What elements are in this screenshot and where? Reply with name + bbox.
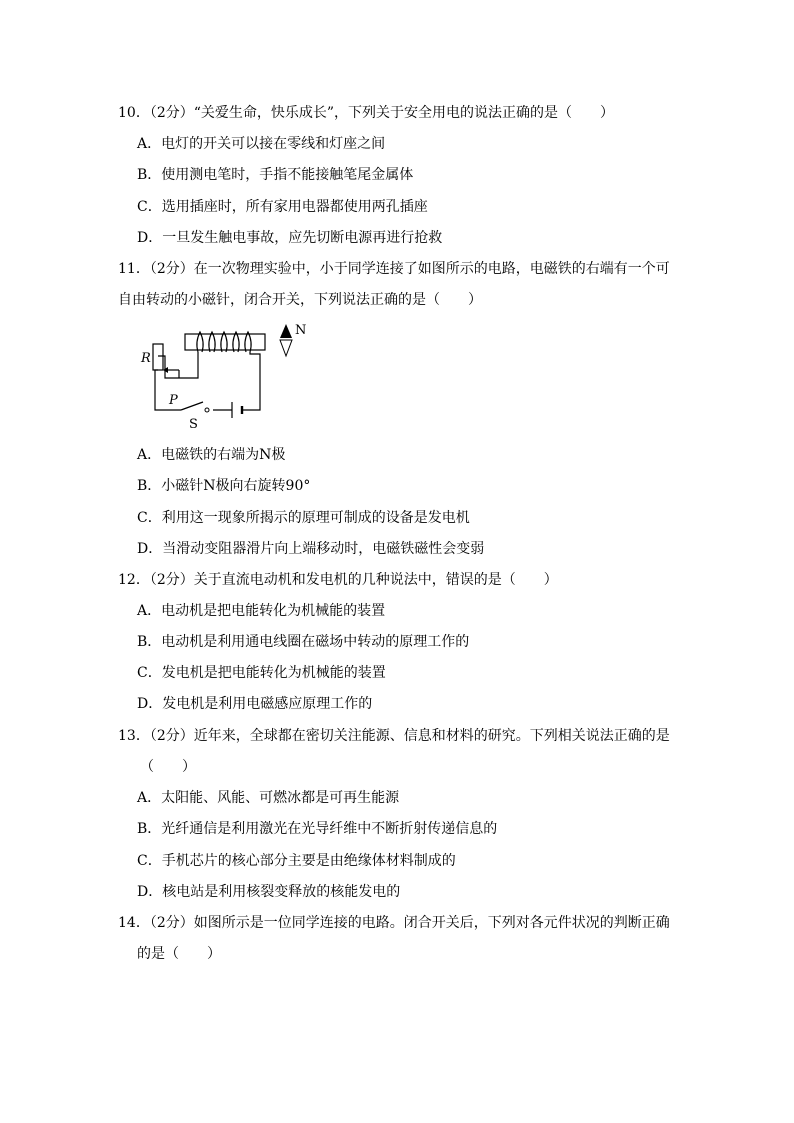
question-13-stem-line-2: （ ） (140, 759, 196, 775)
electromagnet-coil (197, 332, 251, 352)
question-10-option-a: A．电灯的开关可以接在零线和灯座之间 (137, 136, 386, 152)
question-12-option-a: A．电动机是把电能转化为机械能的装置 (137, 603, 386, 619)
rheostat (153, 344, 163, 370)
question-13-option-b: B．光纤通信是利用激光在光导纤维中不断折射传递信息的 (137, 821, 498, 837)
question-12-stem: 12．（2分）关于直流电动机和发电机的几种说法中，错误的是（ ） (118, 572, 558, 588)
question-12-option-d: D．发电机是利用电磁感应原理工作的 (137, 696, 373, 712)
question-11-option-c: C．利用这一现象所揭示的原理可制成的设备是发电机 (137, 510, 470, 526)
question-11-option-a: A．电磁铁的右端为N极 (137, 447, 286, 463)
question-11-option-b: B．小磁针N极向右旋转90° (137, 478, 311, 494)
compass-needle-north (280, 324, 292, 338)
question-11-option-d: D．当滑动变阻器滑片向上端移动时，电磁铁磁性会变弱 (137, 541, 485, 557)
electromagnet-circuit-diagram (135, 318, 335, 438)
question-12-option-c: C．发电机是把电能转化为机械能的装置 (137, 665, 386, 681)
switch-blade (181, 402, 203, 410)
question-14-stem-line-2: 的是（ ） (137, 946, 221, 962)
label-s: S (189, 417, 198, 432)
question-10-stem: 10．（2分）“关爱生命，快乐成长”，下列关于安全用电的说法正确的是（ ） (118, 105, 615, 121)
compass-needle-south (280, 340, 292, 356)
question-13-option-a: A．太阳能、风能、可燃冰都是可再生能源 (137, 790, 400, 806)
question-11-stem-line-2: 自由转动的小磁针，闭合开关，下列说法正确的是（ ） (118, 292, 482, 308)
label-p: P (169, 393, 178, 408)
question-13-option-d: D．核电站是利用核裂变释放的核能发电的 (137, 884, 401, 900)
question-13-stem-line-1: 13．（2分）近年来，全球都在密切关注能源、信息和材料的研究。下列相关说法正确的是 (118, 728, 670, 744)
question-14-stem-line-1: 14．（2分）如图所示是一位同学连接的电路。闭合开关后，下列对各元件状况的判断正确 (118, 915, 670, 931)
question-10-option-c: C．选用插座时，所有家用电器都使用两孔插座 (137, 199, 428, 215)
question-12-option-b: B．电动机是利用通电线圈在磁场中转动的原理工作的 (137, 634, 470, 650)
question-10-option-b: B．使用测电笔时，手指不能接触笔尾金属体 (137, 167, 414, 183)
question-13-option-c: C．手机芯片的核心部分主要是由绝缘体材料制成的 (137, 853, 456, 869)
switch-contact (205, 408, 209, 412)
question-11-stem-line-1: 11．（2分）在一次物理实验中，小于同学连接了如图所示的电路，电磁铁的右端有一个可 (118, 261, 670, 277)
question-10-option-d: D．一旦发生触电事故，应先切断电源再进行抢救 (137, 230, 443, 246)
label-r: R (141, 351, 151, 366)
label-n: N (295, 323, 307, 338)
